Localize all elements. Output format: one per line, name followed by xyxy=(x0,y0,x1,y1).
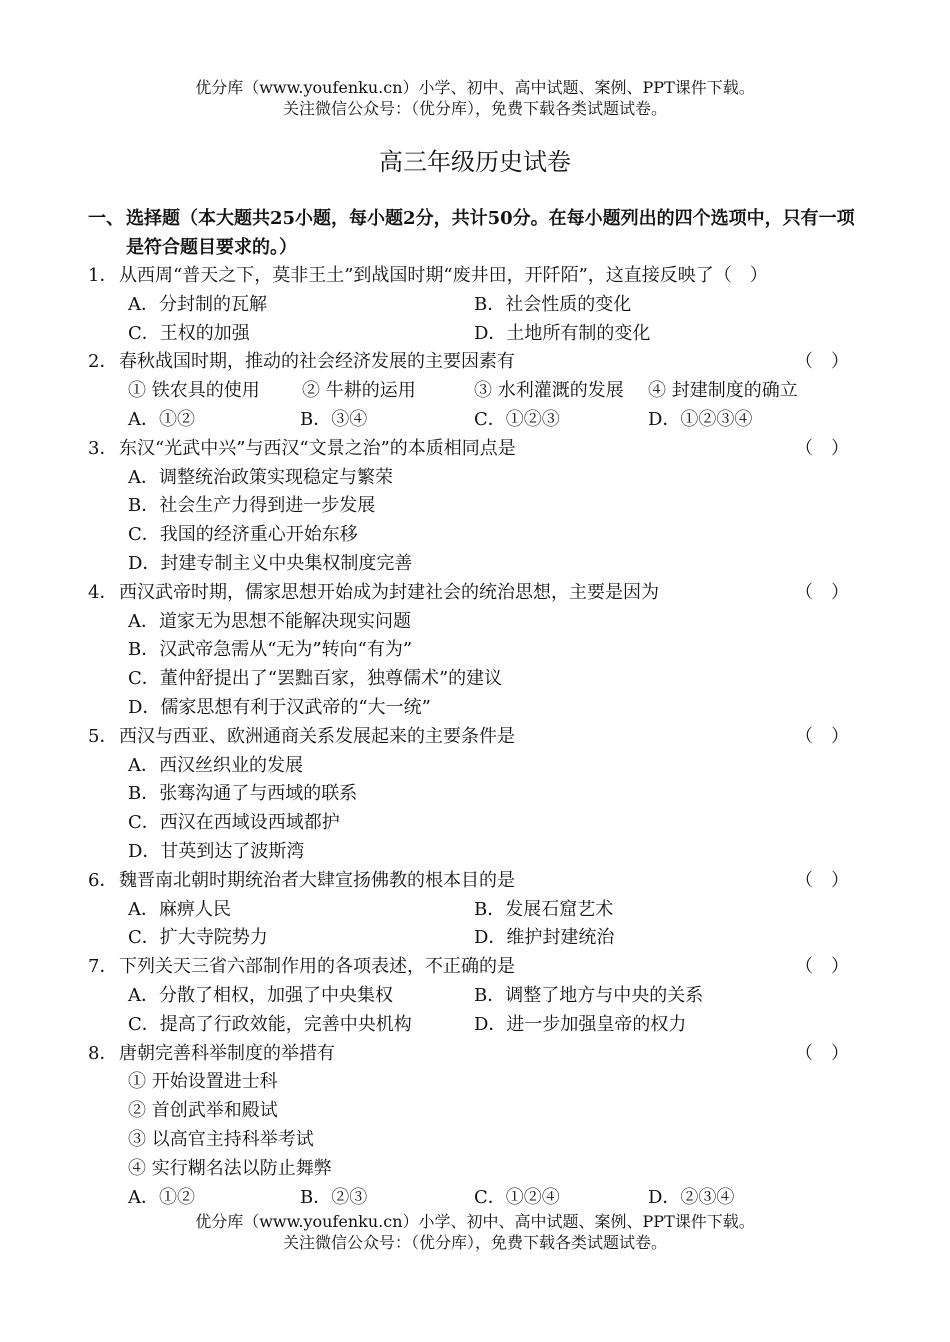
question-3-option-row xyxy=(0,550,950,579)
question-3-option-row xyxy=(0,492,950,521)
option-a[interactable]: A．①② xyxy=(128,1186,195,1208)
option-b[interactable]: B．汉武帝急需从“无为”转向“有为” xyxy=(128,639,413,661)
statement-4: ④ 封建制度的确立 xyxy=(648,380,798,402)
question-2-stem xyxy=(0,348,950,377)
question-5-stem xyxy=(0,723,950,752)
question-1-options-row-1 xyxy=(0,291,950,320)
statement-2: ② 牛耕的运用 xyxy=(302,380,416,402)
option-a[interactable]: A．调整统治政策实现稳定与繁荣 xyxy=(128,466,393,488)
option-b[interactable]: B．发展石窟艺术 xyxy=(474,898,614,920)
question-7-stem xyxy=(0,953,950,982)
question-number: 6． xyxy=(88,869,118,891)
question-8-statement-row xyxy=(0,1155,950,1184)
question-3-option-row xyxy=(0,464,950,493)
question-5-option-row xyxy=(0,752,950,781)
question-number: 3． xyxy=(88,437,118,459)
question-4-option-row xyxy=(0,665,950,694)
answer-blank: （ ） xyxy=(795,869,849,891)
option-a[interactable]: A．道家无为思想不能解决现实问题 xyxy=(128,610,411,632)
section-instructions: 选择题（本大题共25小题，每小题2分，共计50分。在每小题列出的四个选项中，只有一项是符合题目要求的。） xyxy=(126,208,855,258)
question-number: 4． xyxy=(88,581,118,603)
question-8-statement-row xyxy=(0,1097,950,1126)
banner-line-1: 优分库（www.youfenku.cn）小学、初中、高中试题、案例、PPT课件下载。 xyxy=(195,78,755,97)
option-a[interactable]: A．西汉丝织业的发展 xyxy=(128,754,303,776)
option-d[interactable]: D．②③④ xyxy=(648,1186,735,1208)
option-a[interactable]: A．①② xyxy=(128,408,195,430)
question-number: 1． xyxy=(88,265,118,286)
option-b[interactable]: B．社会生产力得到进一步发展 xyxy=(128,495,376,517)
question-4-option-row xyxy=(0,608,950,637)
question-3-option-row xyxy=(0,521,950,550)
question-text: 西汉与西亚、欧洲通商关系发展起来的主要条件是 xyxy=(119,725,515,747)
question-5-option-row xyxy=(0,780,950,809)
question-1-options-row-2 xyxy=(0,320,950,349)
option-d[interactable]: D．甘英到达了波斯湾 xyxy=(128,840,305,862)
banner-line-1: 优分库（www.youfenku.cn）小学、初中、高中试题、案例、PPT课件下载。 xyxy=(195,1212,755,1231)
option-c[interactable]: C．董仲舒提出了“罢黜百家，独尊儒术”的建议 xyxy=(128,668,503,690)
option-d[interactable]: D．儒家思想有利于汉武帝的“大一统” xyxy=(128,696,431,718)
question-8-statement-row xyxy=(0,1126,950,1155)
question-text: 魏晋南北朝时期统治者大肆宣扬佛教的根本目的是 xyxy=(119,869,515,891)
option-d[interactable]: D．维护封建统治 xyxy=(474,927,615,949)
option-c[interactable]: C．西汉在西域设西域都护 xyxy=(128,812,340,834)
question-8-stem xyxy=(0,1040,950,1069)
question-4-stem xyxy=(0,579,950,608)
answer-blank: （ ） xyxy=(795,1042,849,1064)
answer-blank: （ ） xyxy=(795,581,849,603)
answer-blank: （ ） xyxy=(795,351,849,373)
question-7-options-row-1 xyxy=(0,982,950,1011)
question-5-option-row xyxy=(0,809,950,838)
question-number: 7． xyxy=(88,956,118,978)
answer-blank: （ ） xyxy=(795,437,849,459)
question-8-options xyxy=(0,1184,950,1213)
statement-1: ① 铁农具的使用 xyxy=(128,380,260,402)
question-text: 春秋战国时期，推动的社会经济发展的主要因素有 xyxy=(119,351,515,373)
answer-blank: （ ） xyxy=(795,725,849,747)
option-b[interactable]: B．张骞沟通了与西域的联系 xyxy=(128,783,358,805)
option-b[interactable]: B．②③ xyxy=(300,1186,368,1208)
question-6-options-row-2 xyxy=(0,924,950,953)
option-b[interactable]: B．调整了地方与中央的关系 xyxy=(474,984,704,1006)
question-text: 从西周“普天之下，莫非王土”到战国时期“废井田，开阡陌”，这直接反映了（ ） xyxy=(119,265,768,286)
question-6-stem xyxy=(0,867,950,896)
option-a[interactable]: A．分封制的瓦解 xyxy=(128,293,267,315)
question-text: 下列关天三省六部制作用的各项表述，不正确的是 xyxy=(119,956,515,978)
exam-content xyxy=(0,204,950,1212)
question-text: 东汉“光武中兴”与西汉“文景之治”的本质相同点是 xyxy=(119,437,516,459)
question-text: 西汉武帝时期，儒家思想开始成为封建社会的统治思想，主要是因为 xyxy=(119,581,659,603)
footer-banner xyxy=(0,1211,950,1253)
option-d[interactable]: D．①②③④ xyxy=(648,408,753,430)
question-6-options-row-1 xyxy=(0,896,950,925)
statement-1: ① 开始设置进士科 xyxy=(128,1071,278,1093)
option-b[interactable]: B．社会性质的变化 xyxy=(474,293,632,315)
question-number: 5． xyxy=(88,725,118,747)
banner-line-2: 关注微信公众号：（优分库），免费下载各类试题试卷。 xyxy=(282,1233,667,1252)
statement-2: ② 首创武举和殿试 xyxy=(128,1100,278,1122)
question-5-option-row xyxy=(0,838,950,867)
statement-3: ③ 以高官主持科举考试 xyxy=(128,1128,314,1150)
question-number: 8． xyxy=(88,1042,118,1064)
question-number: 2． xyxy=(88,351,118,373)
option-c[interactable]: C．我国的经济重心开始东移 xyxy=(128,524,358,546)
option-b[interactable]: B．③④ xyxy=(300,408,368,430)
option-c[interactable]: C．扩大寺院势力 xyxy=(128,927,268,949)
question-4-option-row xyxy=(0,636,950,665)
question-2-statements xyxy=(0,377,950,406)
option-a[interactable]: A．麻痹人民 xyxy=(128,898,231,920)
section-number: 一、 xyxy=(88,208,124,229)
option-c[interactable]: C．①②③ xyxy=(474,408,560,430)
option-d[interactable]: D．土地所有制的变化 xyxy=(474,322,651,344)
question-1-stem xyxy=(0,262,950,291)
option-c[interactable]: C．提高了行政效能，完善中央机构 xyxy=(128,1013,412,1035)
section-heading xyxy=(0,204,950,262)
question-3-stem xyxy=(0,435,950,464)
option-a[interactable]: A．分散了相权，加强了中央集权 xyxy=(128,984,393,1006)
option-d[interactable]: D．进一步加强皇帝的权力 xyxy=(474,1013,687,1035)
option-d[interactable]: D．封建专制主义中央集权制度完善 xyxy=(128,552,413,574)
option-c[interactable]: C．①②④ xyxy=(474,1186,560,1208)
header-banner xyxy=(0,77,950,119)
question-4-option-row xyxy=(0,694,950,723)
statement-4: ④ 实行糊名法以防止舞弊 xyxy=(128,1157,332,1179)
banner-line-2: 关注微信公众号：（优分库），免费下载各类试题试卷。 xyxy=(282,99,667,118)
question-text: 唐朝完善科举制度的举措有 xyxy=(119,1042,335,1064)
question-2-options xyxy=(0,406,950,435)
answer-blank: （ ） xyxy=(795,956,849,978)
question-8-statement-row xyxy=(0,1068,950,1097)
exam-title: 高三年级历史试卷 xyxy=(379,148,571,176)
question-7-options-row-2 xyxy=(0,1011,950,1040)
statement-3: ③ 水利灌溉的发展 xyxy=(474,380,624,402)
option-c[interactable]: C．王权的加强 xyxy=(128,322,250,344)
